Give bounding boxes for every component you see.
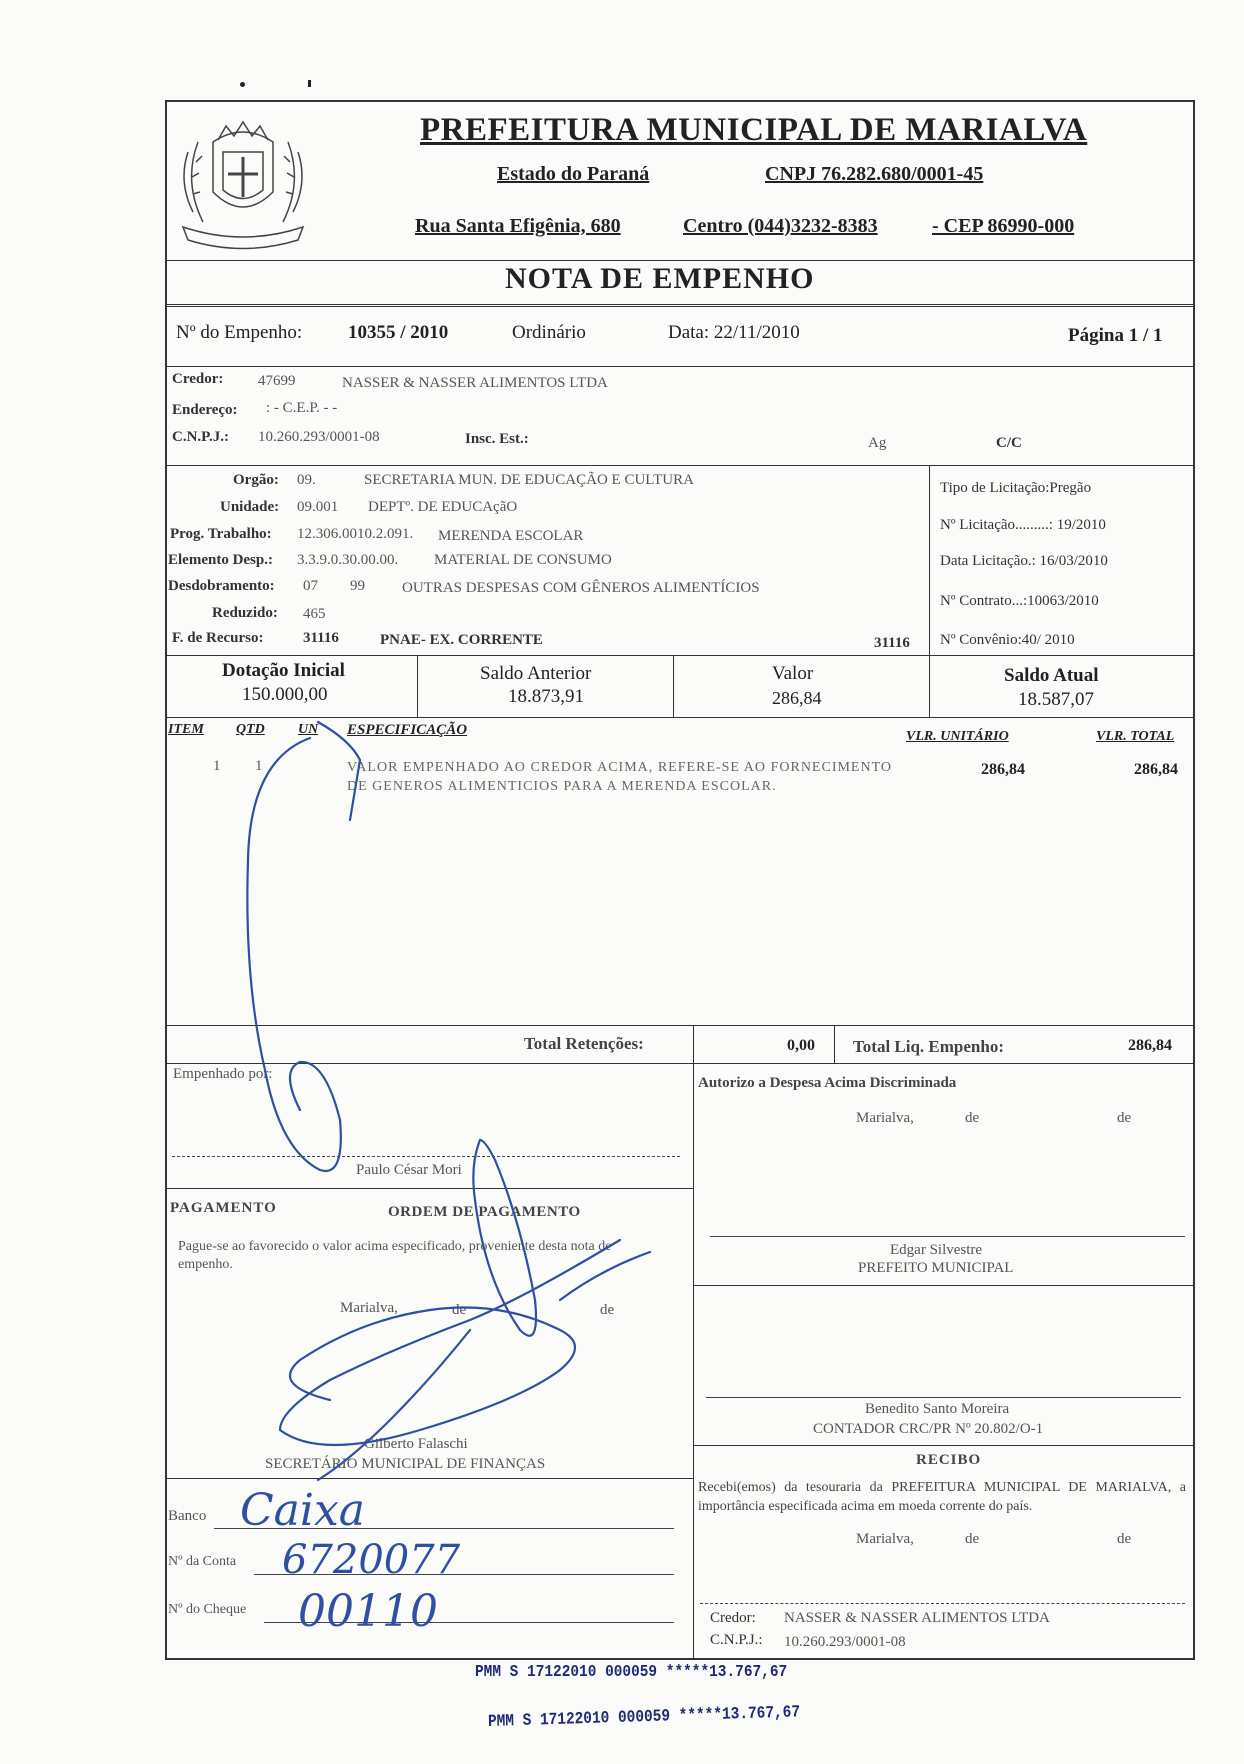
account-label: C/C: [996, 435, 1022, 451]
empenho-date: Data: 22/11/2010: [668, 322, 800, 343]
payment-stamp: PMM S 17122010 000059 *****13.767,67: [475, 1663, 788, 1682]
empenhado-signer: Paulo César Mori: [356, 1162, 462, 1178]
elemento-name: MATERIAL DE CONSUMO: [434, 552, 612, 568]
reduzido-label: Reduzido:: [212, 605, 278, 621]
tipo-licitacao: Tipo de Licitação:Pregão: [940, 480, 1092, 496]
cnpj-credor-value: 10.260.293/0001-08: [258, 429, 380, 445]
contador-name: Benedito Santo Moreira: [865, 1401, 1010, 1417]
secretario-role: SECRETÁRIO MUNICIPAL DE FINANÇAS: [265, 1456, 546, 1472]
address-label: Endereço:: [172, 402, 238, 418]
banco-handwritten: Caixa: [240, 1485, 366, 1536]
desdobramento-code: 99: [350, 578, 365, 594]
col-total-value: VLR. TOTAL: [1096, 729, 1175, 744]
recibo-de: de: [1117, 1531, 1132, 1547]
cep-label: - CEP 86990-000: [932, 215, 1075, 237]
elemento-label: Elemento Desp.:: [168, 552, 273, 568]
page-number: Página 1 / 1: [1068, 325, 1163, 346]
recibo-label: RECIBO: [916, 1452, 982, 1468]
dotacao-label: Dotação Inicial: [222, 660, 345, 681]
conta-label: Nº da Conta: [168, 1554, 237, 1569]
street-label: Rua Santa Efigênia, 680: [415, 215, 621, 237]
anterior-label: Saldo Anterior: [480, 663, 592, 684]
valor-value: 286,84: [772, 688, 822, 708]
insc-est-label: Insc. Est.:: [465, 431, 529, 447]
credor-code: 47699: [258, 373, 296, 389]
cheque-label: Nº do Cheque: [168, 1602, 247, 1617]
payment-stamp: PMM S 17122010 000059 *****13.767,67: [487, 1703, 801, 1732]
pagamento-place: Marialva,: [340, 1300, 398, 1316]
conta-handwritten: 6720077: [282, 1537, 461, 1583]
col-un: UN: [298, 722, 319, 737]
recibo-de: de: [965, 1531, 980, 1547]
empenho-number: 10355 / 2010: [348, 322, 449, 343]
agency-label: Ag: [868, 435, 887, 451]
empenhado-label: Empenhado por:: [173, 1066, 273, 1082]
col-unit-value: VLR. UNITÁRIO: [906, 729, 1009, 744]
municipality-title: PREFEITURA MUNICIPAL DE MARIALVA: [420, 112, 1088, 148]
retencoes-label: Total Retenções:: [524, 1034, 644, 1053]
recibo-cnpj-value: 10.260.293/0001-08: [784, 1634, 906, 1650]
orgao-code: 09.: [297, 472, 316, 488]
row-unit-value: 286,84: [981, 761, 1025, 778]
col-qtd: QTD: [236, 722, 265, 737]
pagamento-de: de: [600, 1302, 615, 1318]
unidade-name: DEPTº. DE EDUCAçãO: [368, 499, 518, 515]
cheque-handwritten: 00110: [298, 1586, 438, 1637]
recibo-place: Marialva,: [856, 1531, 914, 1547]
recibo-text: Recebi(emos) da tesouraria da PREFEITURA MUNICIPAL DE MARIALVA, a importância especificada acima em moeda corrente do país.: [698, 1480, 1186, 1514]
reduzido-value: 465: [303, 606, 326, 622]
autorizo-de: de: [965, 1110, 980, 1126]
valor-label: Valor: [772, 663, 814, 684]
anterior-value: 18.873,91: [508, 686, 584, 707]
numero-contrato: Nº Contrato...:10063/2010: [940, 593, 1099, 609]
prog-code: 12.306.0010.2.091.: [297, 526, 414, 542]
state-label: Estado do Paraná: [497, 163, 650, 185]
recurso-label: F. de Recurso:: [172, 630, 264, 646]
col-spec: ESPECIFICAÇÃO: [347, 722, 468, 738]
cnpj-label: CNPJ 76.282.680/0001-45: [765, 163, 984, 185]
recurso-name: PNAE- EX. CORRENTE: [380, 632, 543, 648]
desdobramento-label: Desdobramento:: [168, 578, 275, 594]
atual-label: Saldo Atual: [1004, 665, 1099, 686]
empenho-type: Ordinário: [512, 322, 586, 343]
prog-name: MERENDA ESCOLAR: [438, 528, 584, 544]
pagamento-text: Pague-se ao favorecido o valor acima especificado, proveniente desta nota de empenho.: [178, 1239, 612, 1272]
cnpj-credor-label: C.N.P.J.:: [172, 429, 229, 445]
recibo-cnpj-label: C.N.P.J.:: [710, 1632, 763, 1648]
recurso-code-2: 31116: [874, 635, 910, 651]
pagamento-label: PAGAMENTO: [170, 1200, 277, 1216]
recibo-credor-name: NASSER & NASSER ALIMENTOS LTDA: [784, 1610, 1050, 1626]
contador-role: CONTADOR CRC/PR Nº 20.802/O-1: [813, 1421, 1044, 1437]
dotacao-value: 150.000,00: [242, 684, 328, 705]
numero-licitacao: Nº Licitação.........: 19/2010: [940, 517, 1106, 533]
liq-label: Total Liq. Empenho:: [853, 1037, 1004, 1056]
prog-label: Prog. Trabalho:: [170, 526, 272, 542]
district-phone-label: Centro (044)3232-8383: [683, 215, 878, 237]
recibo-credor-label: Credor:: [710, 1610, 756, 1626]
ordem-pagamento-label: ORDEM DE PAGAMENTO: [388, 1204, 581, 1220]
orgao-name: SECRETARIA MUN. DE EDUCAÇÃO E CULTURA: [364, 472, 694, 488]
autorizo-de: de: [1117, 1110, 1132, 1126]
atual-value: 18.587,07: [1018, 689, 1094, 710]
autorizo-label: Autorizo a Despesa Acima Discriminada: [698, 1075, 957, 1091]
row-qtd: 1: [255, 758, 263, 774]
unidade-label: Unidade:: [220, 499, 280, 515]
secretario-name: Gilberto Falaschi: [364, 1436, 468, 1452]
row-item: 1: [213, 758, 221, 774]
desdobramento-name: OUTRAS DESPESAS COM GÊNEROS ALIMENTÍCIOS: [402, 580, 760, 596]
liq-value: 286,84: [1128, 1037, 1172, 1054]
prefeito-role: PREFEITO MUNICIPAL: [858, 1260, 1014, 1276]
document-title: NOTA DE EMPENHO: [505, 262, 815, 295]
pagamento-de: de: [452, 1302, 467, 1318]
banco-label: Banco: [168, 1508, 207, 1524]
row-total-value: 286,84: [1134, 761, 1178, 778]
autorizo-place: Marialva,: [856, 1110, 914, 1126]
row-spec: VALOR EMPENHADO AO CREDOR ACIMA, REFERE-SE AO FORNECIMENTO DE GENEROS ALIMENTICIOS PARA A MERENDA ESCOLAR.: [347, 760, 892, 794]
retencoes-value: 0,00: [787, 1037, 815, 1054]
credor-label: Credor:: [172, 371, 224, 387]
empenho-label: Nº do Empenho:: [176, 322, 303, 343]
data-licitacao: Data Licitação.: 16/03/2010: [940, 553, 1108, 569]
col-item: ITEM: [168, 722, 204, 737]
orgao-label: Orgão:: [233, 472, 279, 488]
prefeito-name: Edgar Silvestre: [890, 1242, 983, 1258]
elemento-code: 3.3.9.0.30.00.00.: [297, 552, 399, 568]
address-value: : - C.E.P. - -: [266, 400, 338, 416]
numero-convenio: Nº Convênio:40/ 2010: [940, 632, 1075, 648]
recurso-code: 31116: [303, 630, 339, 646]
unidade-code: 09.001: [297, 499, 339, 515]
desdobramento-code: 07: [303, 578, 318, 594]
credor-name: NASSER & NASSER ALIMENTOS LTDA: [342, 375, 608, 391]
